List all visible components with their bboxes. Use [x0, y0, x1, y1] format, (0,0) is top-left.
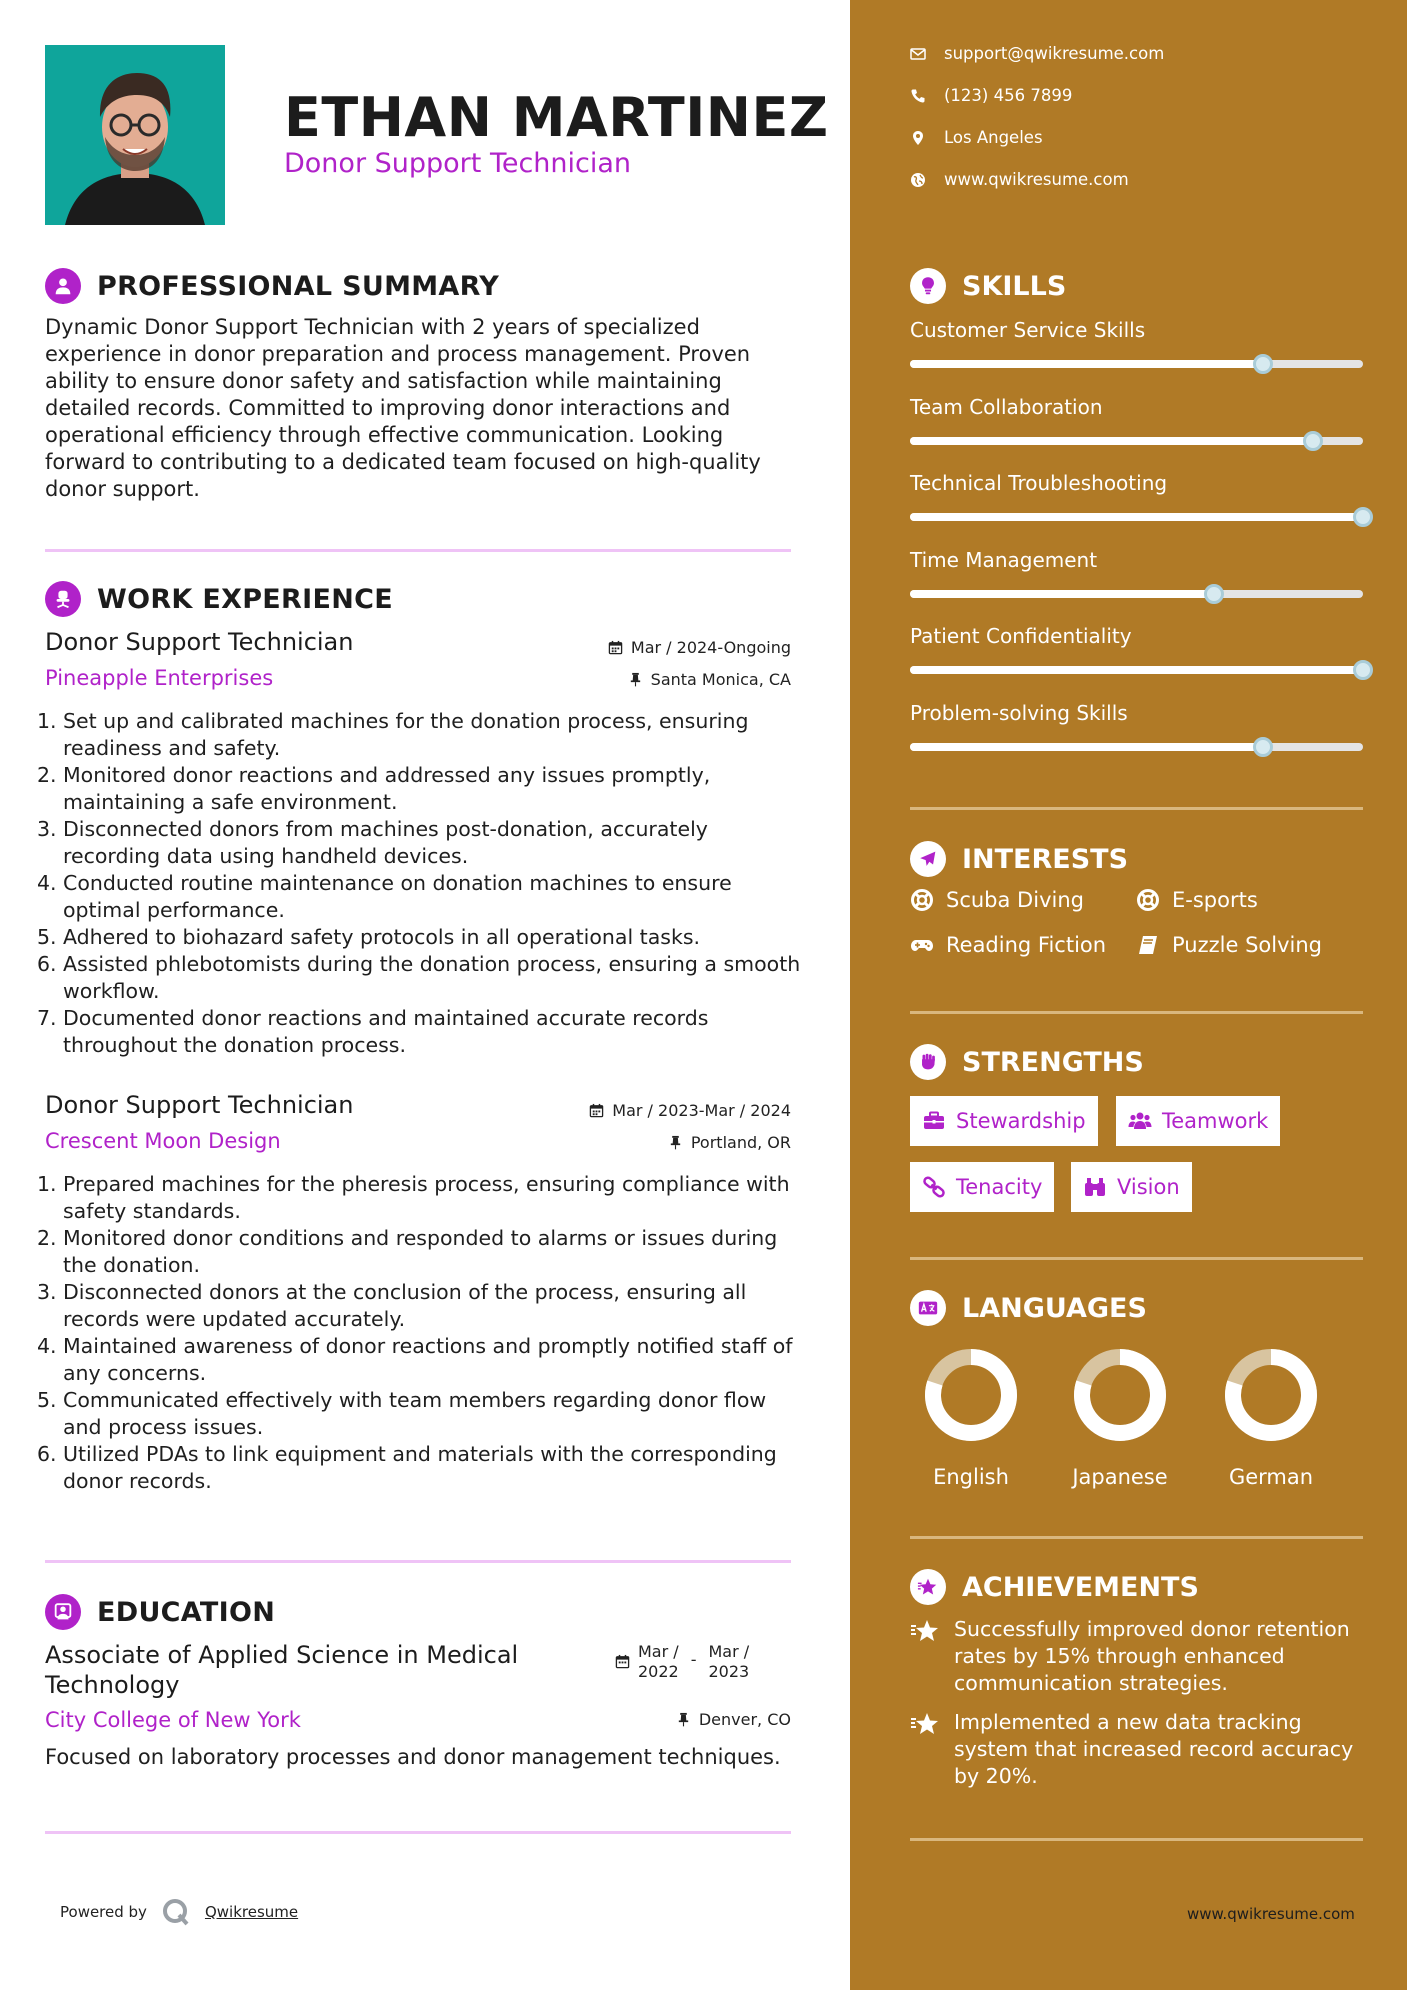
divider — [910, 807, 1363, 810]
job-location-text: Santa Monica, CA — [650, 670, 791, 689]
pin-icon — [668, 1135, 683, 1150]
skill-bar-fill — [910, 360, 1263, 368]
job-dates-text: Mar / 2024-Ongoing — [630, 638, 791, 657]
education-location-text: Denver, CO — [698, 1710, 791, 1729]
skill-bar — [910, 360, 1363, 368]
skill-name: Time Management — [910, 547, 1098, 572]
graduate-icon — [45, 1594, 81, 1630]
language-item — [1216, 1345, 1326, 1489]
paper-plane-icon — [910, 841, 946, 877]
divider — [910, 1257, 1363, 1260]
skill-bar-fill — [910, 590, 1214, 598]
qwikresume-link[interactable]: Qwikresume — [204, 1903, 299, 1921]
languages-title: LANGUAGES — [962, 1292, 1147, 1324]
duty-item: Set up and calibrated machines for the donation process, ensuring readiness and safety. — [63, 709, 749, 760]
interest-item — [1136, 888, 1258, 912]
website-text: www.qwikresume.com — [944, 170, 1129, 189]
skill-level-handle — [1253, 737, 1273, 757]
skill-bar-fill — [910, 743, 1263, 751]
job-dates — [608, 638, 791, 657]
skill-level-handle — [1353, 507, 1373, 527]
education-start-month: Mar / — [638, 1642, 679, 1661]
users-icon — [1128, 1109, 1152, 1133]
star-icon — [910, 1616, 940, 1646]
briefcase-icon — [922, 1109, 946, 1133]
duty-item: Assisted phlebotomists during the donation process, ensuring a smooth workflow. — [63, 952, 801, 1003]
education-end-year: 2023 — [708, 1662, 750, 1681]
experience-heading — [45, 581, 393, 617]
star-icon — [910, 1709, 940, 1739]
calendar-icon — [608, 640, 623, 655]
strength-label: Tenacity — [956, 1175, 1043, 1199]
interest-label: Reading Fiction — [946, 933, 1107, 957]
footer-website[interactable]: www.qwikresume.com — [1187, 1905, 1355, 1923]
gamepad-icon — [910, 933, 934, 957]
duty-item: Documented donor reactions and maintained accurate records throughout the donation process. — [63, 1006, 709, 1057]
star-icon — [910, 1569, 946, 1605]
duty-item: Conducted routine maintenance on donation machines to ensure optimal performance. — [63, 871, 732, 922]
interests-title: INTERESTS — [962, 843, 1129, 875]
job-title: Donor Support Technician — [45, 1091, 354, 1119]
duty-item: Communicated effectively with team members regarding donor flow and process issues. — [63, 1388, 767, 1439]
interest-item — [910, 933, 1106, 957]
globe-icon — [910, 172, 926, 188]
interests-heading — [910, 841, 1128, 877]
phone-text: (123) 456 7899 — [944, 86, 1073, 105]
divider — [910, 1838, 1363, 1841]
divider — [45, 549, 791, 552]
user-icon — [45, 268, 81, 304]
skill-bar — [910, 513, 1363, 521]
contact-website[interactable] — [910, 170, 1129, 189]
profile-photo — [45, 45, 225, 225]
person-name: ETHAN MARTINEZ — [284, 86, 829, 149]
envelope-icon — [910, 46, 926, 62]
strength-tag — [1116, 1096, 1280, 1146]
job-title: Donor Support Technician — [45, 628, 354, 656]
strength-tag — [910, 1162, 1054, 1212]
contact-phone[interactable] — [910, 86, 1072, 105]
skill-bar — [910, 437, 1363, 445]
divider — [45, 1560, 791, 1563]
education-start-year: 2022 — [638, 1662, 679, 1681]
fist-icon — [910, 1044, 946, 1080]
location-text: Los Angeles — [944, 128, 1043, 147]
education-heading — [45, 1594, 275, 1630]
contact-location — [910, 128, 1043, 147]
duty-item: Disconnected donors from machines post-donation, accurately recording data using handheld devices. — [63, 817, 708, 868]
skill-bar-fill — [910, 513, 1363, 521]
divider — [910, 1011, 1363, 1014]
summary-title: PROFESSIONAL SUMMARY — [97, 270, 500, 302]
phone-icon — [910, 88, 926, 104]
education-title: EDUCATION — [97, 1596, 276, 1628]
education-end — [709, 1642, 750, 1682]
person-title: Donor Support Technician — [284, 148, 632, 179]
education-description: Focused on laboratory processes and donor management techniques. — [45, 1745, 781, 1769]
education-end-month: Mar / — [708, 1642, 750, 1661]
strength-tag — [910, 1096, 1098, 1146]
achievement-item — [910, 1616, 1370, 1697]
interest-item — [1136, 933, 1322, 957]
school-name: City College of New York — [45, 1708, 301, 1732]
skill-name: Team Collaboration — [910, 394, 1103, 419]
strength-tag — [1071, 1162, 1192, 1212]
summary-heading — [45, 268, 499, 304]
skill-bar — [910, 590, 1363, 598]
languages-heading — [910, 1290, 1147, 1326]
duty-list — [45, 708, 805, 1059]
degree-title: Associate of Applied Science in Medical Technology — [45, 1641, 519, 1699]
email-text: support@qwikresume.com — [944, 44, 1165, 63]
skill-bar-fill — [910, 437, 1313, 445]
duty-item: Disconnected donors at the conclusion of the process, ensuring all records were updated accurately. — [63, 1280, 747, 1331]
duty-item: Monitored donor reactions and addressed any issues promptly, maintaining a safe environment. — [63, 763, 711, 814]
link-icon — [922, 1175, 946, 1199]
job-dates-text: Mar / 2023-Mar / 2024 — [612, 1101, 791, 1120]
pin-icon — [628, 672, 643, 687]
skill-level-handle — [1303, 431, 1323, 451]
achievement-text: Implemented a new data tracking system that increased record accuracy by 20%. — [954, 1710, 1354, 1788]
job-location — [628, 670, 791, 689]
skills-title: SKILLS — [962, 270, 1067, 302]
chair-icon — [45, 581, 81, 617]
calendar-icon — [589, 1103, 604, 1118]
duty-item: Adhered to biohazard safety protocols in all operational tasks. — [63, 925, 701, 949]
skill-level-handle — [1204, 584, 1224, 604]
language-name: Japanese — [1072, 1465, 1168, 1489]
interest-item — [910, 888, 1084, 912]
strengths-heading — [910, 1044, 1144, 1080]
duty-item: Utilized PDAs to link equipment and materials with the corresponding donor records. — [63, 1442, 777, 1493]
achievements-heading — [910, 1569, 1199, 1605]
education-dates — [615, 1642, 749, 1682]
skill-bar — [910, 743, 1363, 751]
lightbulb-icon — [910, 268, 946, 304]
duty-item: Monitored donor conditions and responded to alarms or issues during the donation. — [63, 1226, 778, 1277]
book-icon — [1136, 933, 1160, 957]
skill-bar-fill — [910, 666, 1363, 674]
skills-heading — [910, 268, 1066, 304]
calendar-icon — [615, 1654, 630, 1669]
strength-label: Stewardship — [956, 1109, 1086, 1133]
binoculars-icon — [1083, 1175, 1107, 1199]
strength-label: Teamwork — [1162, 1109, 1269, 1133]
duty-item: Maintained awareness of donor reactions and promptly notified staff of any concerns. — [63, 1334, 793, 1385]
company-name: Crescent Moon Design — [45, 1129, 281, 1153]
summary-text: Dynamic Donor Support Technician with 2 years of specialized experience in donor preparation and process management. Proven ability to ensure donor safety and satisfaction while maintaining detailed records. Committed to improving donor interactions and operational efficiency through effective communication. Looking forward to contributing to a dedicated team focused on high-quality donor support. — [45, 315, 761, 501]
strengths-title: STRENGTHS — [962, 1046, 1144, 1078]
job-location — [668, 1133, 791, 1152]
skill-bar — [910, 666, 1363, 674]
language-item — [1065, 1345, 1175, 1489]
duty-item: Prepared machines for the pheresis process, ensuring compliance with safety standards. — [63, 1172, 790, 1223]
achievement-text: Successfully improved donor retention rates by 15% through enhanced communication strategies. — [954, 1617, 1350, 1695]
strength-label: Vision — [1117, 1175, 1180, 1199]
life-ring-icon — [910, 888, 934, 912]
translate-icon — [910, 1290, 946, 1326]
interest-label: Scuba Diving — [946, 888, 1084, 912]
interest-label: E-sports — [1172, 888, 1258, 912]
skill-name: Patient Confidentiality — [910, 624, 1132, 648]
skill-name: Problem-solving Skills — [910, 700, 1128, 725]
achievement-item — [910, 1709, 1370, 1790]
language-proficiency-ring — [1070, 1345, 1170, 1445]
language-proficiency-ring — [1221, 1345, 1321, 1445]
job-dates — [589, 1101, 791, 1120]
company-name: Pineapple Enterprises — [45, 666, 274, 690]
skill-name: Technical Troubleshooting — [910, 471, 1168, 495]
contact-email[interactable] — [910, 44, 1164, 63]
qwikresume-logo-icon — [161, 1897, 191, 1927]
interest-label: Puzzle Solving — [1172, 933, 1322, 957]
education-start — [638, 1642, 679, 1682]
language-name: German — [1228, 1465, 1314, 1489]
life-ring-icon — [1136, 888, 1160, 912]
skill-name: Customer Service Skills — [910, 318, 1146, 342]
divider — [45, 1831, 791, 1834]
divider — [910, 1536, 1363, 1539]
powered-by — [60, 1897, 298, 1927]
achievements-title: ACHIEVEMENTS — [962, 1571, 1199, 1603]
language-name: English — [933, 1465, 1009, 1489]
job-location-text: Portland, OR — [690, 1133, 791, 1152]
pin-icon — [676, 1712, 691, 1727]
powered-by-label: Powered by — [60, 1903, 147, 1921]
experience-title: WORK EXPERIENCE — [97, 583, 393, 615]
duty-list — [45, 1171, 805, 1495]
education-location — [676, 1710, 791, 1729]
language-item — [916, 1345, 1026, 1489]
map-marker-icon — [910, 130, 926, 146]
language-proficiency-ring — [921, 1345, 1021, 1445]
skill-level-handle — [1353, 660, 1373, 680]
date-separator: - — [690, 1650, 697, 1669]
